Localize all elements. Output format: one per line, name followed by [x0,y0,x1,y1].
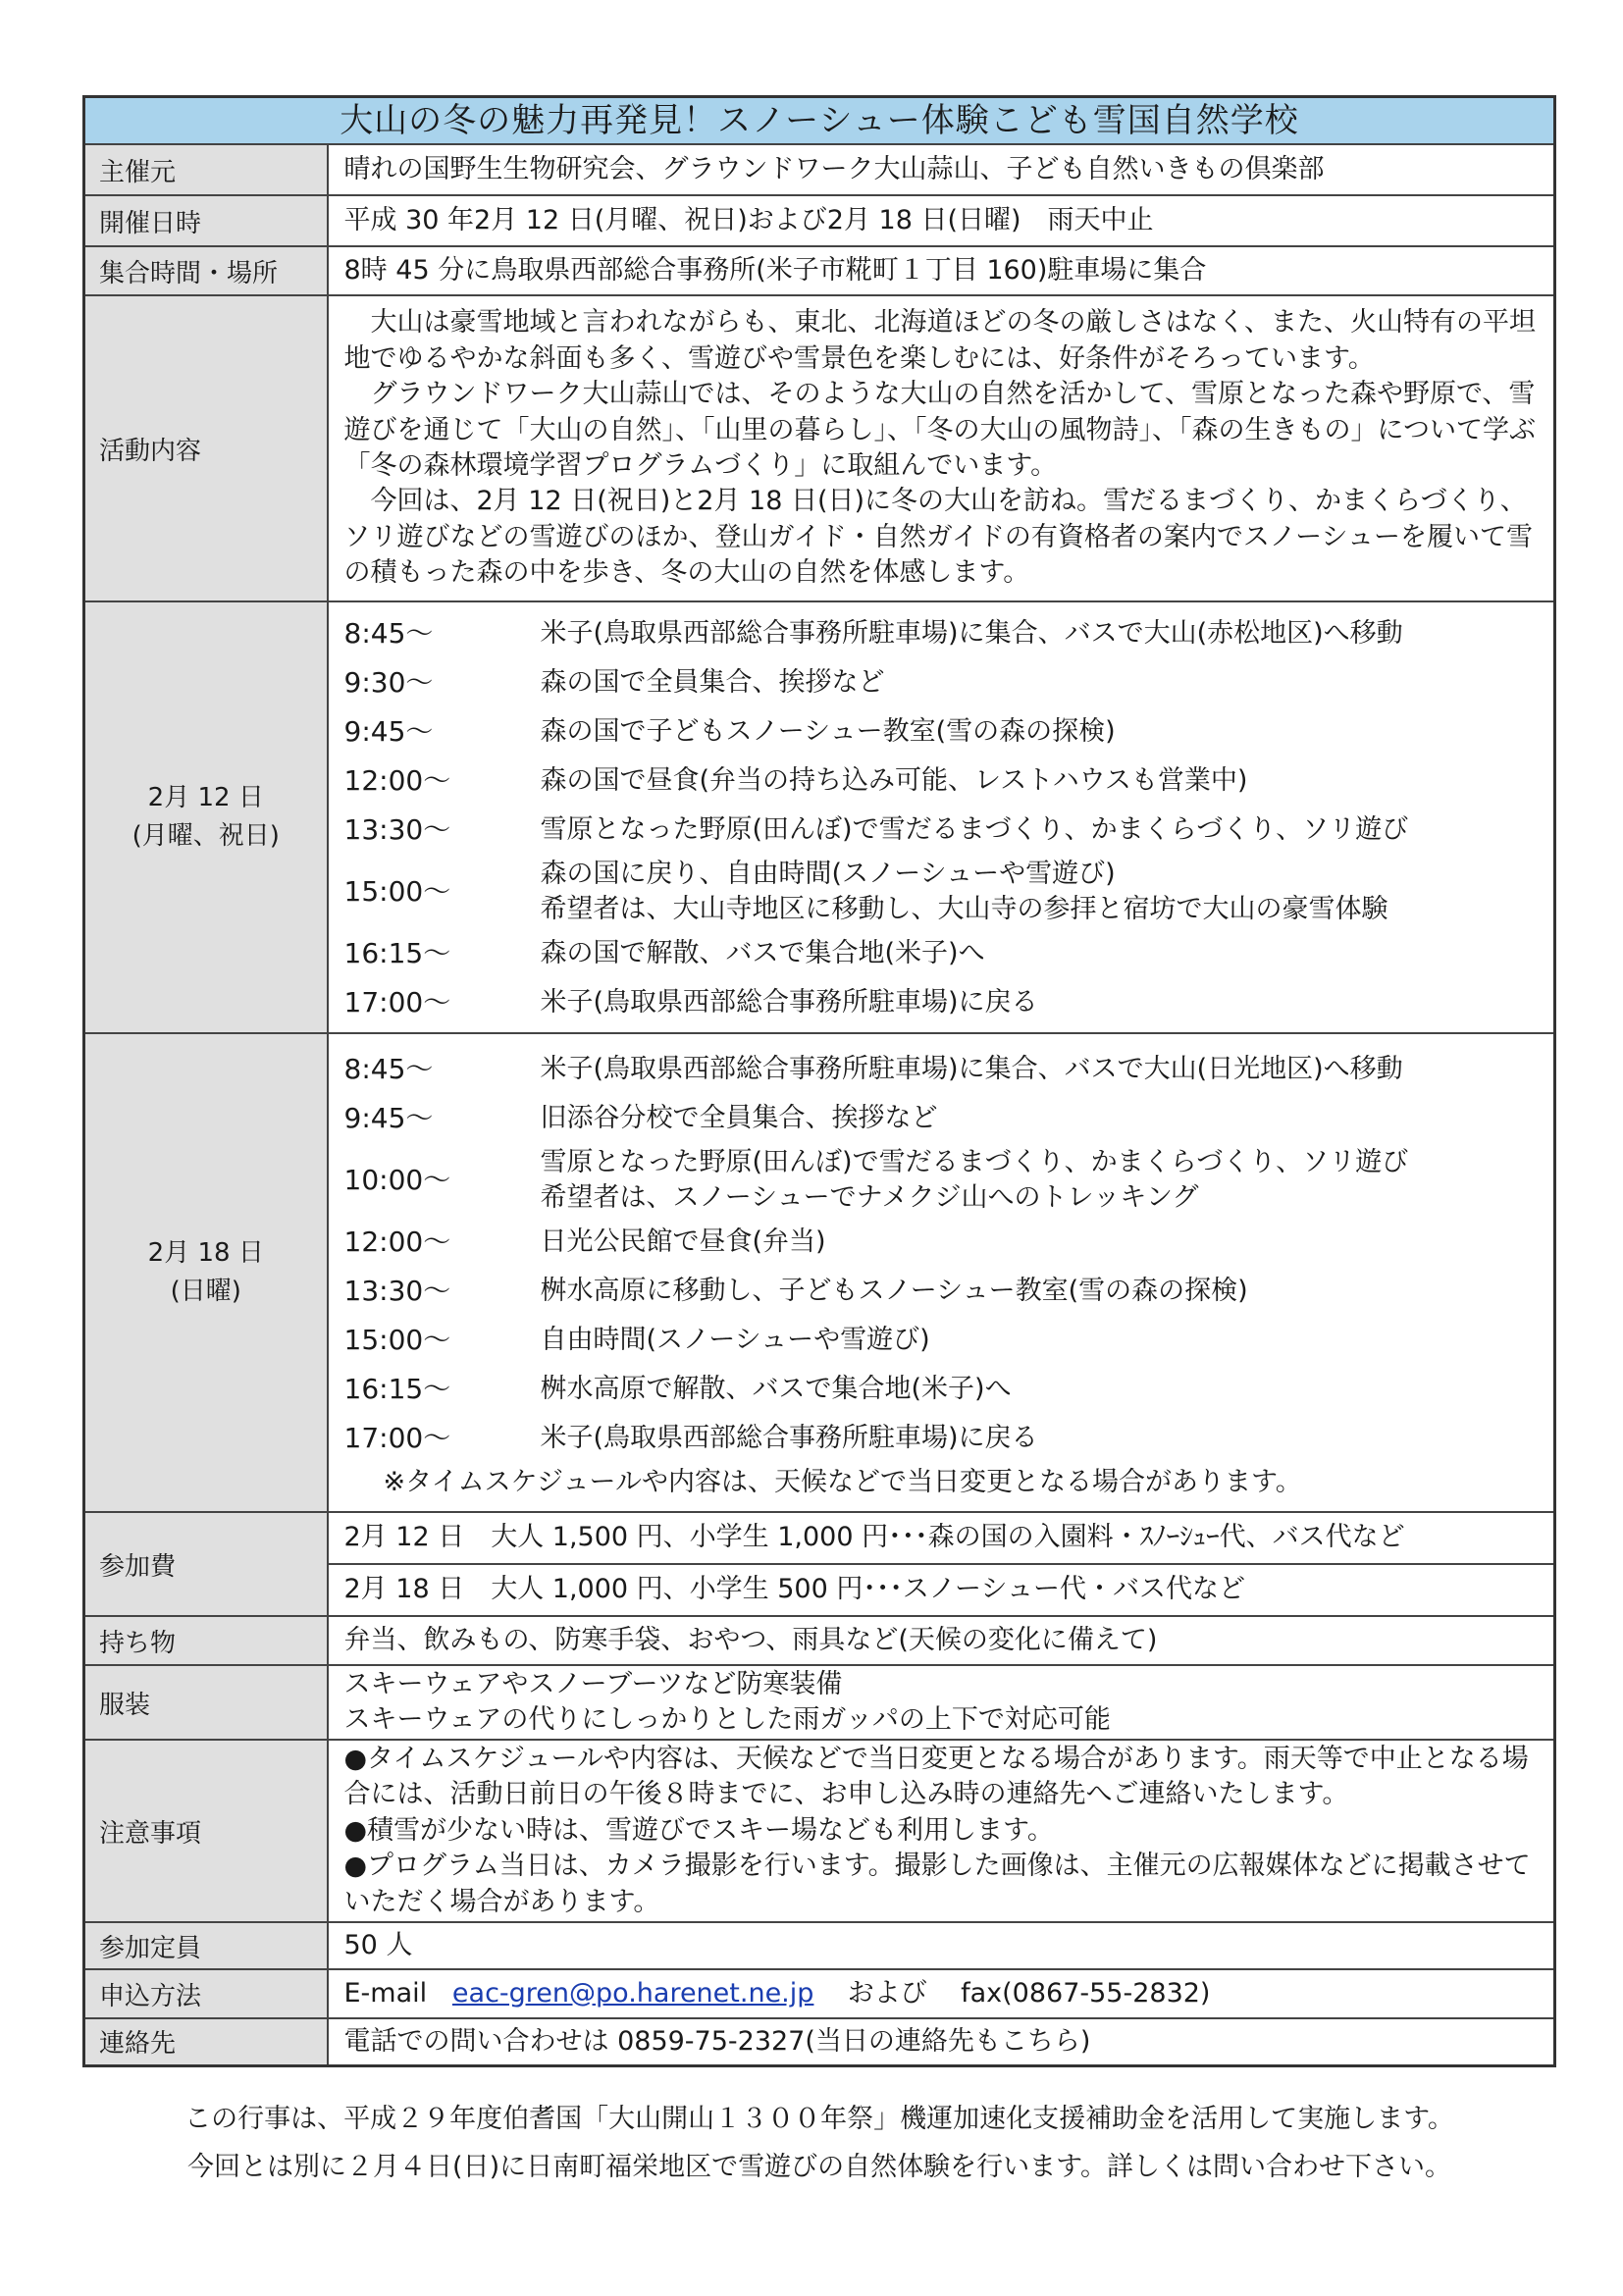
footer-line-1: この行事は、平成２９年度伯耆国「大山開山１３００年祭」機運加速化支援補助金を活用して実施します。 [184,2104,1454,2134]
schedule-desc: 米子(鳥取県西部総合事務所駐車場)に戻る [540,987,1038,1018]
activity-text [328,295,1555,601]
schedule-item [344,1218,1544,1267]
activity-paragraph-3: 今回は、2月 12 日(祝日)と2月 18 日(日)に冬の大山を訪ね。雪だるまづくり、かまくらづくり、ソリ遊びなどの雪遊びのほか、登山ガイド・自然ガイドの有資格者の案内でスノーシューを履いて雪の積もった森の中を歩き、冬の大山の自然を体感します。 [343,486,1533,589]
organizer-row [84,144,1555,195]
date-label: 開催日時 [84,195,328,246]
schedule-time: 15:00～ [343,875,451,909]
apply-and: および [847,1977,927,2009]
clothing-label: 服装 [84,1665,328,1740]
schedule-desc: 雪原となった野原(田んぼ)で雪だるまづくり、かまくらづくり、ソリ遊び [540,814,1409,845]
clothing-line-1: スキーウェアやスノーブーツなど防寒装備 [343,1668,843,1699]
day2-schedule [328,1033,1555,1512]
contact-row [84,2018,1555,2065]
fee-row-1 [84,1512,1555,1564]
schedule-time: 8:45～ [343,617,434,651]
contact-value: 電話での問い合わせは 0859-75-2327(当日の連絡先もこちら) [328,2018,1555,2065]
fee-label: 参加費 [84,1512,328,1616]
contact-label: 連絡先 [84,2018,328,2065]
meeting-label: 集合時間・場所 [84,246,328,295]
date-value: 平成 30 年2月 12 日(月曜、祝日)および2月 18 日(日曜) 雨天中止 [328,195,1555,246]
apply-value [328,1969,1555,2018]
schedule-desc-line: 希望者は、大山寺地区に移動し、大山寺の参拝と宿坊で大山の豪雪体験 [540,894,1388,924]
schedule-desc: 旧添谷分校で全員集合、挨拶など [540,1103,938,1133]
schedule-time: 10:00～ [343,1164,451,1197]
day2-schedule-row [84,1033,1555,1512]
capacity-label: 参加定員 [84,1922,328,1969]
schedule-desc: 桝水高原で解散、バスで集合地(米子)へ [540,1374,1012,1404]
schedule-time: 16:15～ [343,1373,451,1406]
schedule-desc: 日光公民館で昼食(弁当) [540,1226,826,1257]
schedule-time: 9:45～ [343,715,434,749]
schedule-time: 12:00～ [343,764,451,798]
schedule-desc: 米子(鳥取県西部総合事務所駐車場)に集合、バスで大山(日光地区)へ移動 [540,1054,1403,1084]
schedule-item [344,929,1544,978]
schedule-item [344,978,1544,1027]
activity-paragraph-2: グラウンドワーク大山蒜山では、そのような大山の自然を活かして、雪原となった森や野原で、雪遊びを通じて「大山の自然」、「山里の暮らし」、「冬の大山の風物詩」、「森の生きもの」について学ぶ「冬の森林環境学習プログラムづくり」に取組んでいます。 [343,379,1536,481]
schedule-desc: 自由時間(スノーシューや雪遊び) [540,1325,930,1355]
organizer-value: 晴れの国野生生物研究会、グラウンドワーク大山蒜山、子ども自然いきもの倶楽部 [328,144,1555,195]
schedule-desc-line: 森の国に戻り、自由時間(スノーシューや雪遊び) [540,859,1116,889]
note-item: ●タイムスケジュールや内容は、天候などで当日変更となる場合があります。雨天等で中止となる場合には、活動日前日の午後８時までに、お申し込み時の連絡先へご連絡いたします。 [343,1743,1529,1810]
belongings-label: 持ち物 [84,1616,328,1665]
schedule-desc: 森の国で解散、バスで集合地(米子)へ [540,938,985,968]
schedule-item [344,1414,1544,1463]
schedule-item [344,806,1544,855]
capacity-value: 50 人 [328,1922,1555,1969]
day1-weekday: (月曜、祝日) [131,821,280,851]
schedule-item [344,707,1544,757]
schedule-time: 17:00～ [343,1422,451,1455]
organizer-label: 主催元 [84,144,328,195]
day1-date: 2月 12 日 [147,783,264,812]
activity-paragraph-1: 大山は豪雪地域と言われながらも、東北、北海道ほどの冬の厳しさはなく、また、火山特有の平坦地でゆるやかな斜面も多く、雪遊びや雪景色を楽しむには、好条件がそろっています。 [343,307,1536,374]
schedule-item [344,658,1544,707]
day1-schedule-row [84,601,1555,1033]
event-title: 大山の冬の魅力再発見！スノーシュー体験こども雪国自然学校 [84,97,1555,145]
day2-weekday: (日曜) [170,1277,241,1306]
schedule-item [344,1094,1544,1143]
schedule-desc: 森の国で全員集合、挨拶など [540,667,885,698]
notes-label: 注意事項 [84,1740,328,1922]
day1-schedule [328,601,1555,1033]
date-row [84,195,1555,246]
schedule-item [344,1267,1544,1316]
apply-row [84,1969,1555,2018]
schedule-time: 16:15～ [343,937,451,970]
schedule-item [344,1365,1544,1414]
fee-line-2: 2月 18 日 大人 1,000 円、小学生 500 円･･･スノーシュー代・バス代など [328,1564,1555,1616]
schedule-time: 15:00～ [343,1324,451,1357]
notes-list [328,1740,1555,1922]
schedule-item [344,757,1544,806]
schedule-item [344,609,1544,658]
schedule-desc: 森の国で子どもスノーシュー教室(雪の森の探検) [540,716,1116,747]
schedule-item [344,1143,1544,1218]
schedule-item [344,1045,1544,1094]
schedule-time: 8:45～ [343,1053,434,1086]
schedule-desc [541,1145,1544,1216]
schedule-desc: 桝水高原に移動し、子どもスノーシュー教室(雪の森の探検) [540,1276,1248,1306]
day2-label [84,1033,328,1512]
schedule-desc: 米子(鳥取県西部総合事務所駐車場)に集合、バスで大山(赤松地区)へ移動 [540,618,1403,649]
schedule-item [344,855,1544,929]
belongings-row [84,1616,1555,1665]
schedule-desc: 森の国で昼食(弁当の持ち込み可能、レストハウスも営業中) [540,765,1248,796]
clothing-value [328,1665,1555,1740]
meeting-value: 8時 45 分に鳥取県西部総合事務所(米子市糀町１丁目 160)駐車場に集合 [328,246,1555,295]
schedule-time: 9:45～ [343,1102,434,1135]
fee-line-1: 2月 12 日 大人 1,500 円、小学生 1,000 円･･･森の国の入園料・ｽﾉｰｼｭｰ代、バス代など [328,1512,1555,1564]
activity-row [84,295,1555,601]
note-item: ●積雪が少ない時は、雪遊びでスキー場なども利用します。 [343,1814,1054,1846]
flyer-sheet [82,95,1556,2067]
belongings-value: 弁当、飲みもの、防寒手袋、おやつ、雨具など(天候の変化に備えて) [328,1616,1555,1665]
footer-line-2: 今回とは別に２月４日(日)に日南町福栄地区で雪遊びの自然体験を行います。詳しくは問い合わせ下さい。 [187,2152,1451,2182]
schedule-desc: 米子(鳥取県西部総合事務所駐車場)に戻る [540,1423,1038,1453]
email-link[interactable]: eac-gren@po.harenet.ne.jp [451,1977,814,2009]
schedule-note: ※タイムスケジュールや内容は、天候などで当日変更となる場合があります。 [383,1467,1302,1497]
title-row [84,97,1555,145]
capacity-row [84,1922,1555,1969]
schedule-item [344,1316,1544,1365]
schedule-time: 12:00～ [343,1226,451,1259]
note-item: ●プログラム当日は、カメラ撮影を行います。撮影した画像は、主催元の広報媒体などに掲載させていただく場合があります。 [343,1851,1531,1917]
day2-date: 2月 18 日 [147,1238,264,1268]
email-prefix: E-mail [343,1977,428,2009]
apply-label: 申込方法 [84,1969,328,2018]
schedule-desc-line: 雪原となった野原(田んぼ)で雪だるまづくり、かまくらづくり、ソリ遊び [540,1147,1409,1177]
clothing-row [84,1665,1555,1740]
day1-label [84,601,328,1033]
fax-number: fax(0867-55-2832) [961,1977,1211,2009]
notes-row [84,1740,1555,1922]
schedule-time: 13:30～ [343,1275,451,1308]
schedule-desc-line: 希望者は、スノーシューでナメクジ山へのトレッキング [540,1182,1199,1213]
schedule-time: 9:30～ [343,666,434,700]
meeting-row [84,246,1555,295]
activity-label: 活動内容 [84,295,328,601]
clothing-line-2: スキーウェアの代りにしっかりとした雨ガッパの上下で対応可能 [343,1704,1111,1735]
schedule-time: 17:00～ [343,986,451,1019]
schedule-time: 13:30～ [343,813,451,847]
schedule-desc [541,857,1544,927]
event-info-table [82,95,1556,2067]
